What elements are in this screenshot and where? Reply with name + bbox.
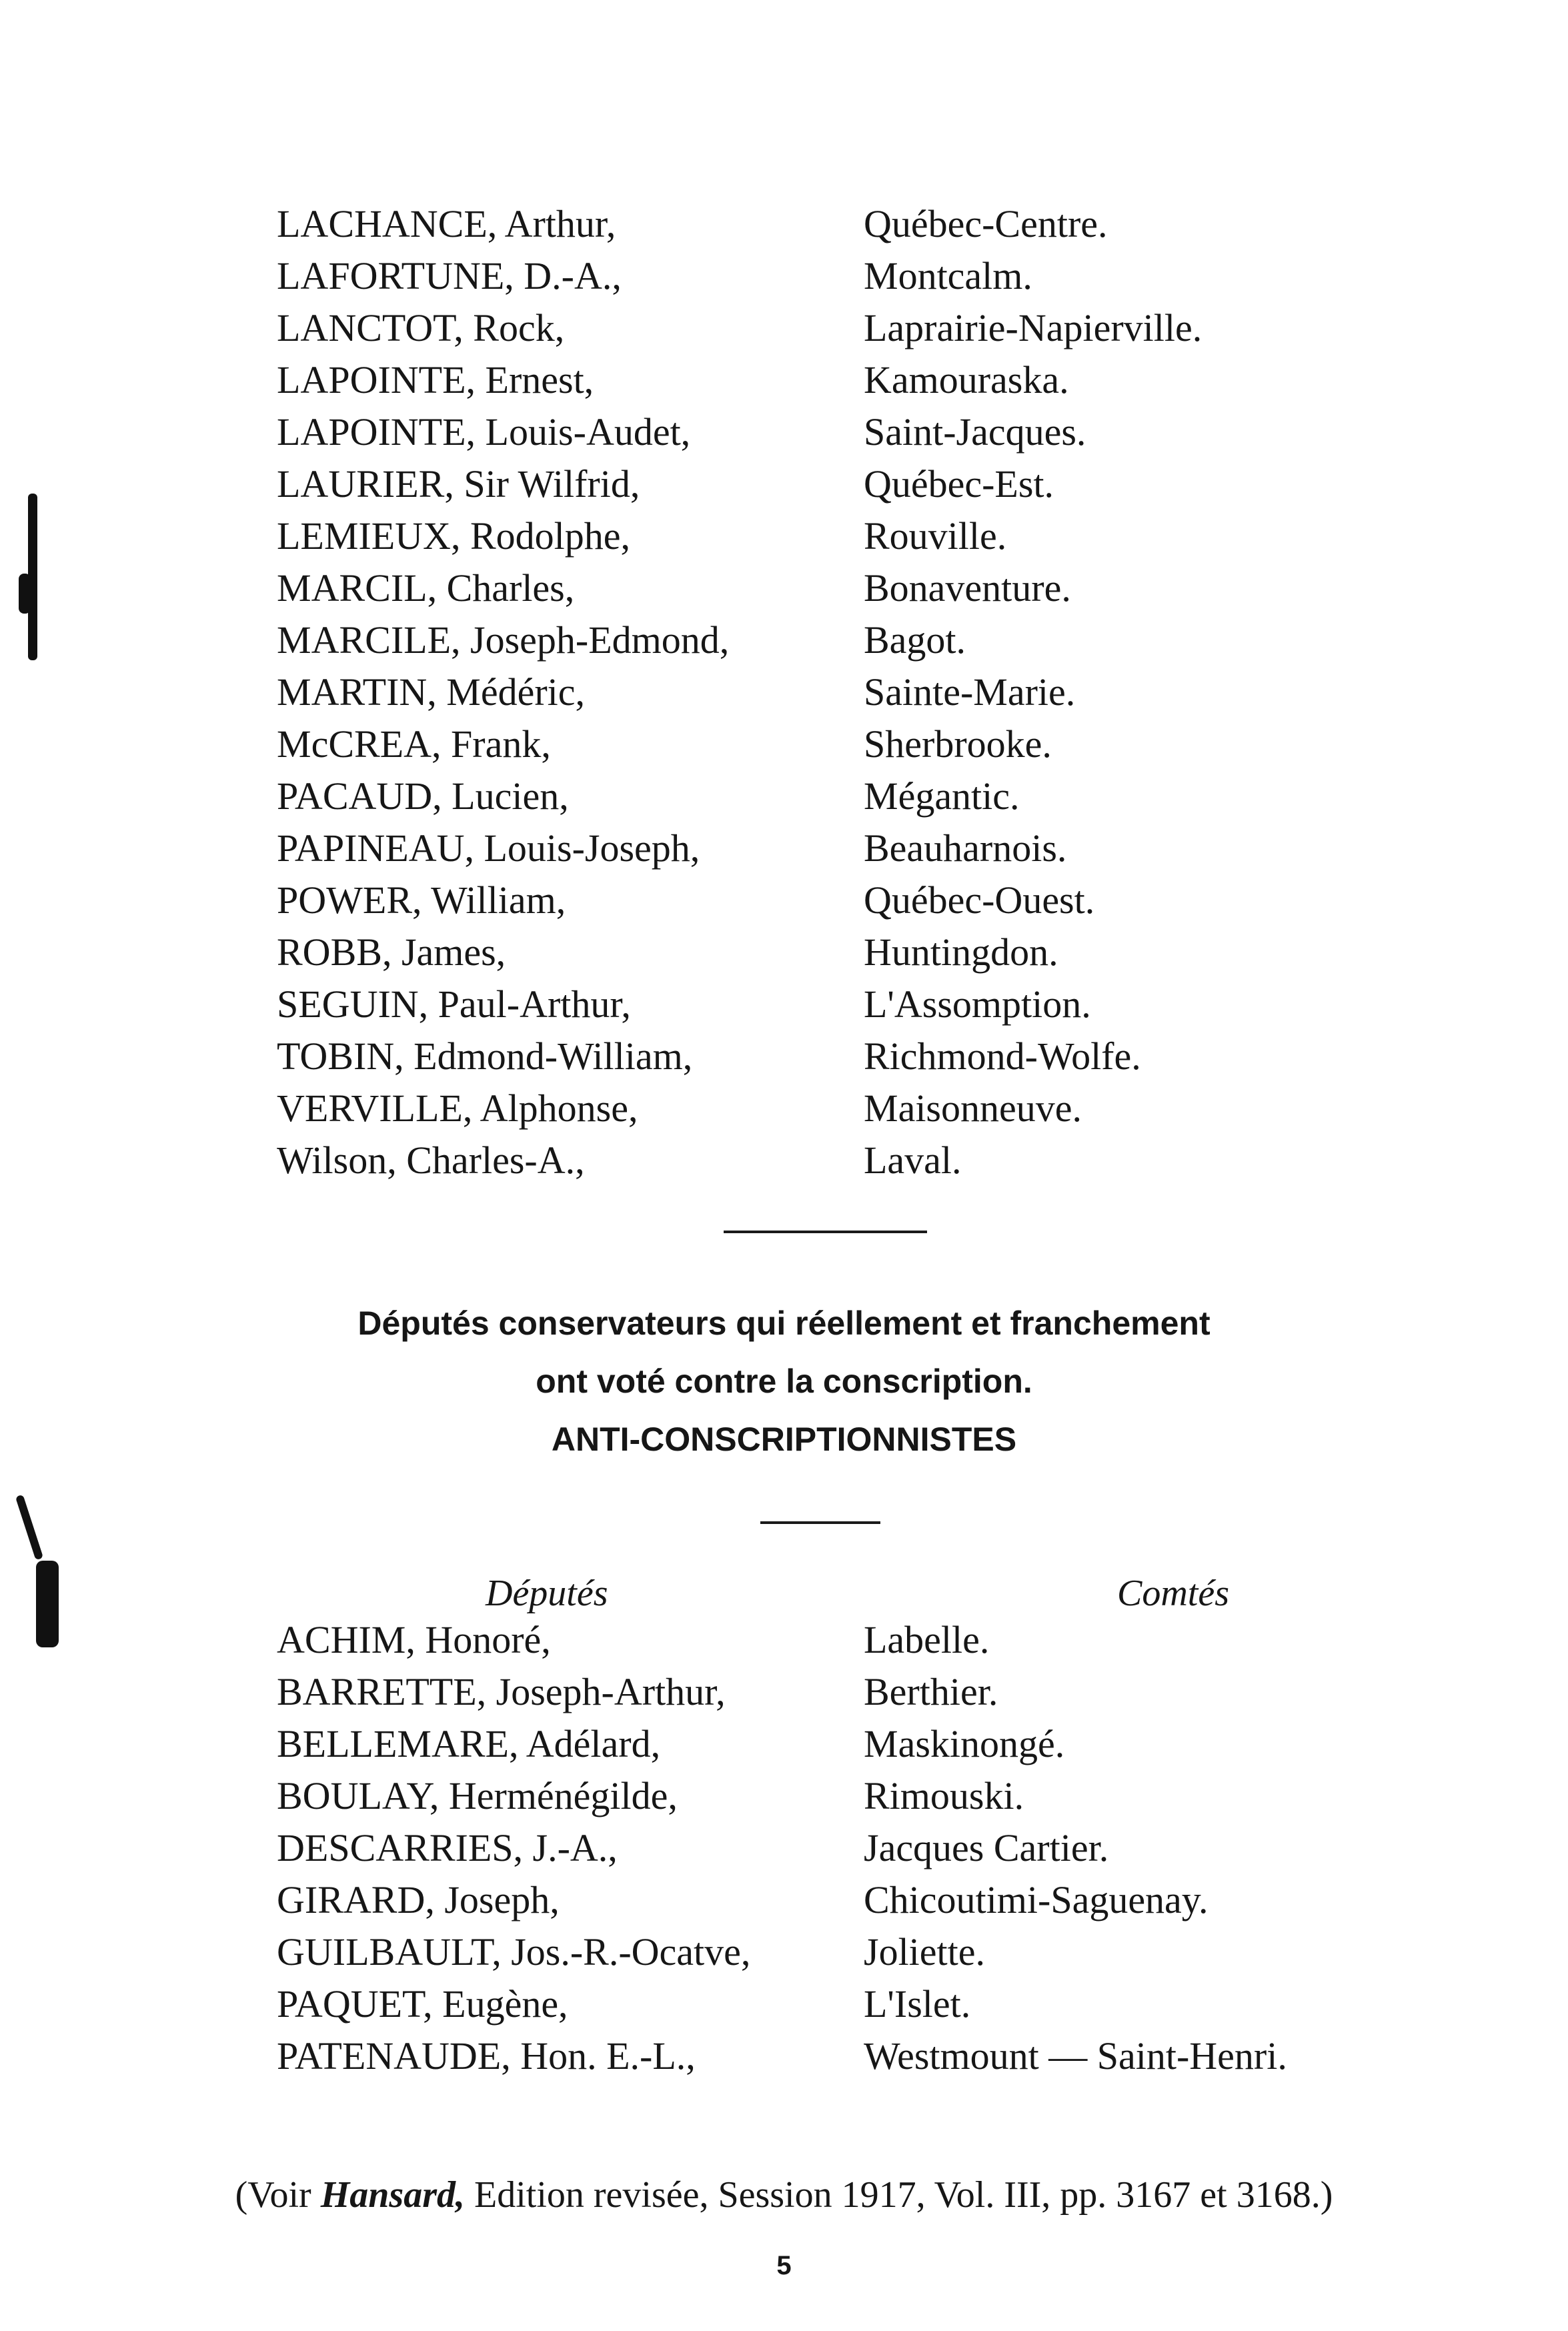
deputy-row xyxy=(0,1614,1568,1666)
deputy-row xyxy=(0,1718,1568,1770)
county-name: Jacques Cartier. xyxy=(864,1826,1109,1869)
column-header-counties: Comtés xyxy=(1117,1573,1229,1614)
county-name: Maskinongé. xyxy=(864,1722,1065,1765)
section-divider xyxy=(724,1231,927,1233)
deputy-row xyxy=(0,874,1568,926)
deputy-name: LACHANCE, Arthur, xyxy=(277,202,616,245)
deputy-row xyxy=(0,510,1568,562)
county-name: Maisonneuve. xyxy=(864,1086,1082,1130)
deputy-name: LEMIEUX, Rodolphe, xyxy=(277,514,630,558)
citation-publication: Hansard, xyxy=(320,2174,465,2216)
deputy-name: LAURIER, Sir Wilfrid, xyxy=(277,462,640,506)
county-name: Laprairie-Napierville. xyxy=(864,306,1203,349)
county-name: Saint-Jacques. xyxy=(864,410,1086,454)
county-name: Westmount — Saint-Henri. xyxy=(864,2034,1287,2078)
county-name: Beauharnois. xyxy=(864,826,1067,870)
county-name: Sainte-Marie. xyxy=(864,670,1076,714)
county-name: Sherbrooke. xyxy=(864,722,1052,766)
deputy-name: PAPINEAU, Louis-Joseph, xyxy=(277,826,700,870)
deputy-name: MARCILE, Joseph-Edmond, xyxy=(277,618,730,662)
deputy-name: McCREA, Frank, xyxy=(277,722,551,766)
deputy-name: TOBIN, Edmond-William, xyxy=(277,1034,693,1078)
deputy-row xyxy=(0,302,1568,354)
county-name: Laval. xyxy=(864,1138,962,1182)
deputy-name: VERVILLE, Alphonse, xyxy=(277,1086,638,1130)
county-name: Huntingdon. xyxy=(864,930,1058,974)
deputy-row xyxy=(0,1874,1568,1926)
section-heading-line2: ont voté contre la conscription. xyxy=(536,1363,1032,1400)
county-name: Québec-Ouest. xyxy=(864,878,1095,922)
scan-mark xyxy=(19,574,31,614)
deputy-row xyxy=(0,1082,1568,1134)
deputy-row xyxy=(0,1666,1568,1718)
deputy-row xyxy=(0,198,1568,250)
deputy-row xyxy=(0,822,1568,874)
county-name: Mégantic. xyxy=(864,774,1020,818)
scan-mark xyxy=(36,1561,59,1647)
deputy-name: ROBB, James, xyxy=(277,930,506,974)
deputy-row xyxy=(0,1030,1568,1082)
county-name: Bonaventure. xyxy=(864,566,1071,610)
deputy-name: BARRETTE, Joseph-Arthur, xyxy=(277,1670,726,1713)
deputy-row xyxy=(0,1978,1568,2030)
section-divider xyxy=(760,1521,880,1524)
deputy-name: LAPOINTE, Ernest, xyxy=(277,358,594,402)
county-name: Rouville. xyxy=(864,514,1007,558)
page-number: 5 xyxy=(776,2251,792,2280)
county-name: Kamouraska. xyxy=(864,358,1069,402)
deputy-row xyxy=(0,978,1568,1030)
county-name: Montcalm. xyxy=(864,254,1032,297)
section-heading-line1: Députés conservateurs qui réellement et franchement xyxy=(357,1305,1211,1342)
deputy-name: GIRARD, Joseph, xyxy=(277,1878,560,1921)
county-name: Richmond-Wolfe. xyxy=(864,1034,1141,1078)
source-citation xyxy=(0,2170,1568,2220)
column-header-deputies: Députés xyxy=(486,1573,608,1614)
deputy-row xyxy=(0,614,1568,666)
deputy-row xyxy=(0,1926,1568,1978)
deputy-name: Wilson, Charles-A., xyxy=(277,1138,585,1182)
deputy-name: PACAUD, Lucien, xyxy=(277,774,569,818)
deputy-row xyxy=(0,562,1568,614)
deputy-row xyxy=(0,1134,1568,1187)
deputy-row xyxy=(0,666,1568,718)
county-name: Québec-Centre. xyxy=(864,202,1108,245)
deputy-row xyxy=(0,458,1568,510)
scan-mark xyxy=(15,1495,43,1561)
deputy-row xyxy=(0,770,1568,822)
deputy-name: LANCTOT, Rock, xyxy=(277,306,565,349)
deputy-name: BELLEMARE, Adélard, xyxy=(277,1722,661,1765)
deputy-row xyxy=(0,406,1568,458)
deputy-name: GUILBAULT, Jos.-R.-Ocatve, xyxy=(277,1930,751,1974)
deputy-name: ACHIM, Honoré, xyxy=(277,1618,551,1661)
deputy-row xyxy=(0,354,1568,406)
deputy-row xyxy=(0,718,1568,770)
county-name: Berthier. xyxy=(864,1670,998,1713)
county-name: Chicoutimi-Saguenay. xyxy=(864,1878,1209,1921)
county-name: Bagot. xyxy=(864,618,966,662)
deputy-name: MARCIL, Charles, xyxy=(277,566,575,610)
county-name: L'Islet. xyxy=(864,1982,971,2026)
deputy-name: MARTIN, Médéric, xyxy=(277,670,586,714)
county-name: Labelle. xyxy=(864,1618,990,1661)
deputy-row xyxy=(0,1822,1568,1874)
deputy-name: DESCARRIES, J.-A., xyxy=(277,1826,618,1869)
citation-open: (Voir xyxy=(235,2174,321,2216)
county-name: L'Assomption. xyxy=(864,982,1091,1026)
county-name: Joliette. xyxy=(864,1930,986,1974)
deputy-name: PATENAUDE, Hon. E.-L., xyxy=(277,2034,696,2078)
deputy-name: SEGUIN, Paul-Arthur, xyxy=(277,982,631,1026)
county-name: Rimouski. xyxy=(864,1774,1024,1817)
citation-details: Edition revisée, Session 1917, Vol. III, pp. 3167 et 3168.) xyxy=(465,2174,1333,2216)
deputy-name: BOULAY, Herménégilde, xyxy=(277,1774,678,1817)
deputy-name: POWER, William, xyxy=(277,878,566,922)
deputy-row xyxy=(0,250,1568,302)
deputy-name: PAQUET, Eugène, xyxy=(277,1982,568,2026)
deputy-name: LAPOINTE, Louis-Audet, xyxy=(277,410,691,454)
deputy-row xyxy=(0,2030,1568,2082)
section-heading-title: ANTI-CONSCRIPTIONNISTES xyxy=(551,1421,1017,1458)
deputy-name: LAFORTUNE, D.-A., xyxy=(277,254,622,297)
deputy-row xyxy=(0,1770,1568,1822)
county-name: Québec-Est. xyxy=(864,462,1054,506)
deputy-row xyxy=(0,926,1568,978)
